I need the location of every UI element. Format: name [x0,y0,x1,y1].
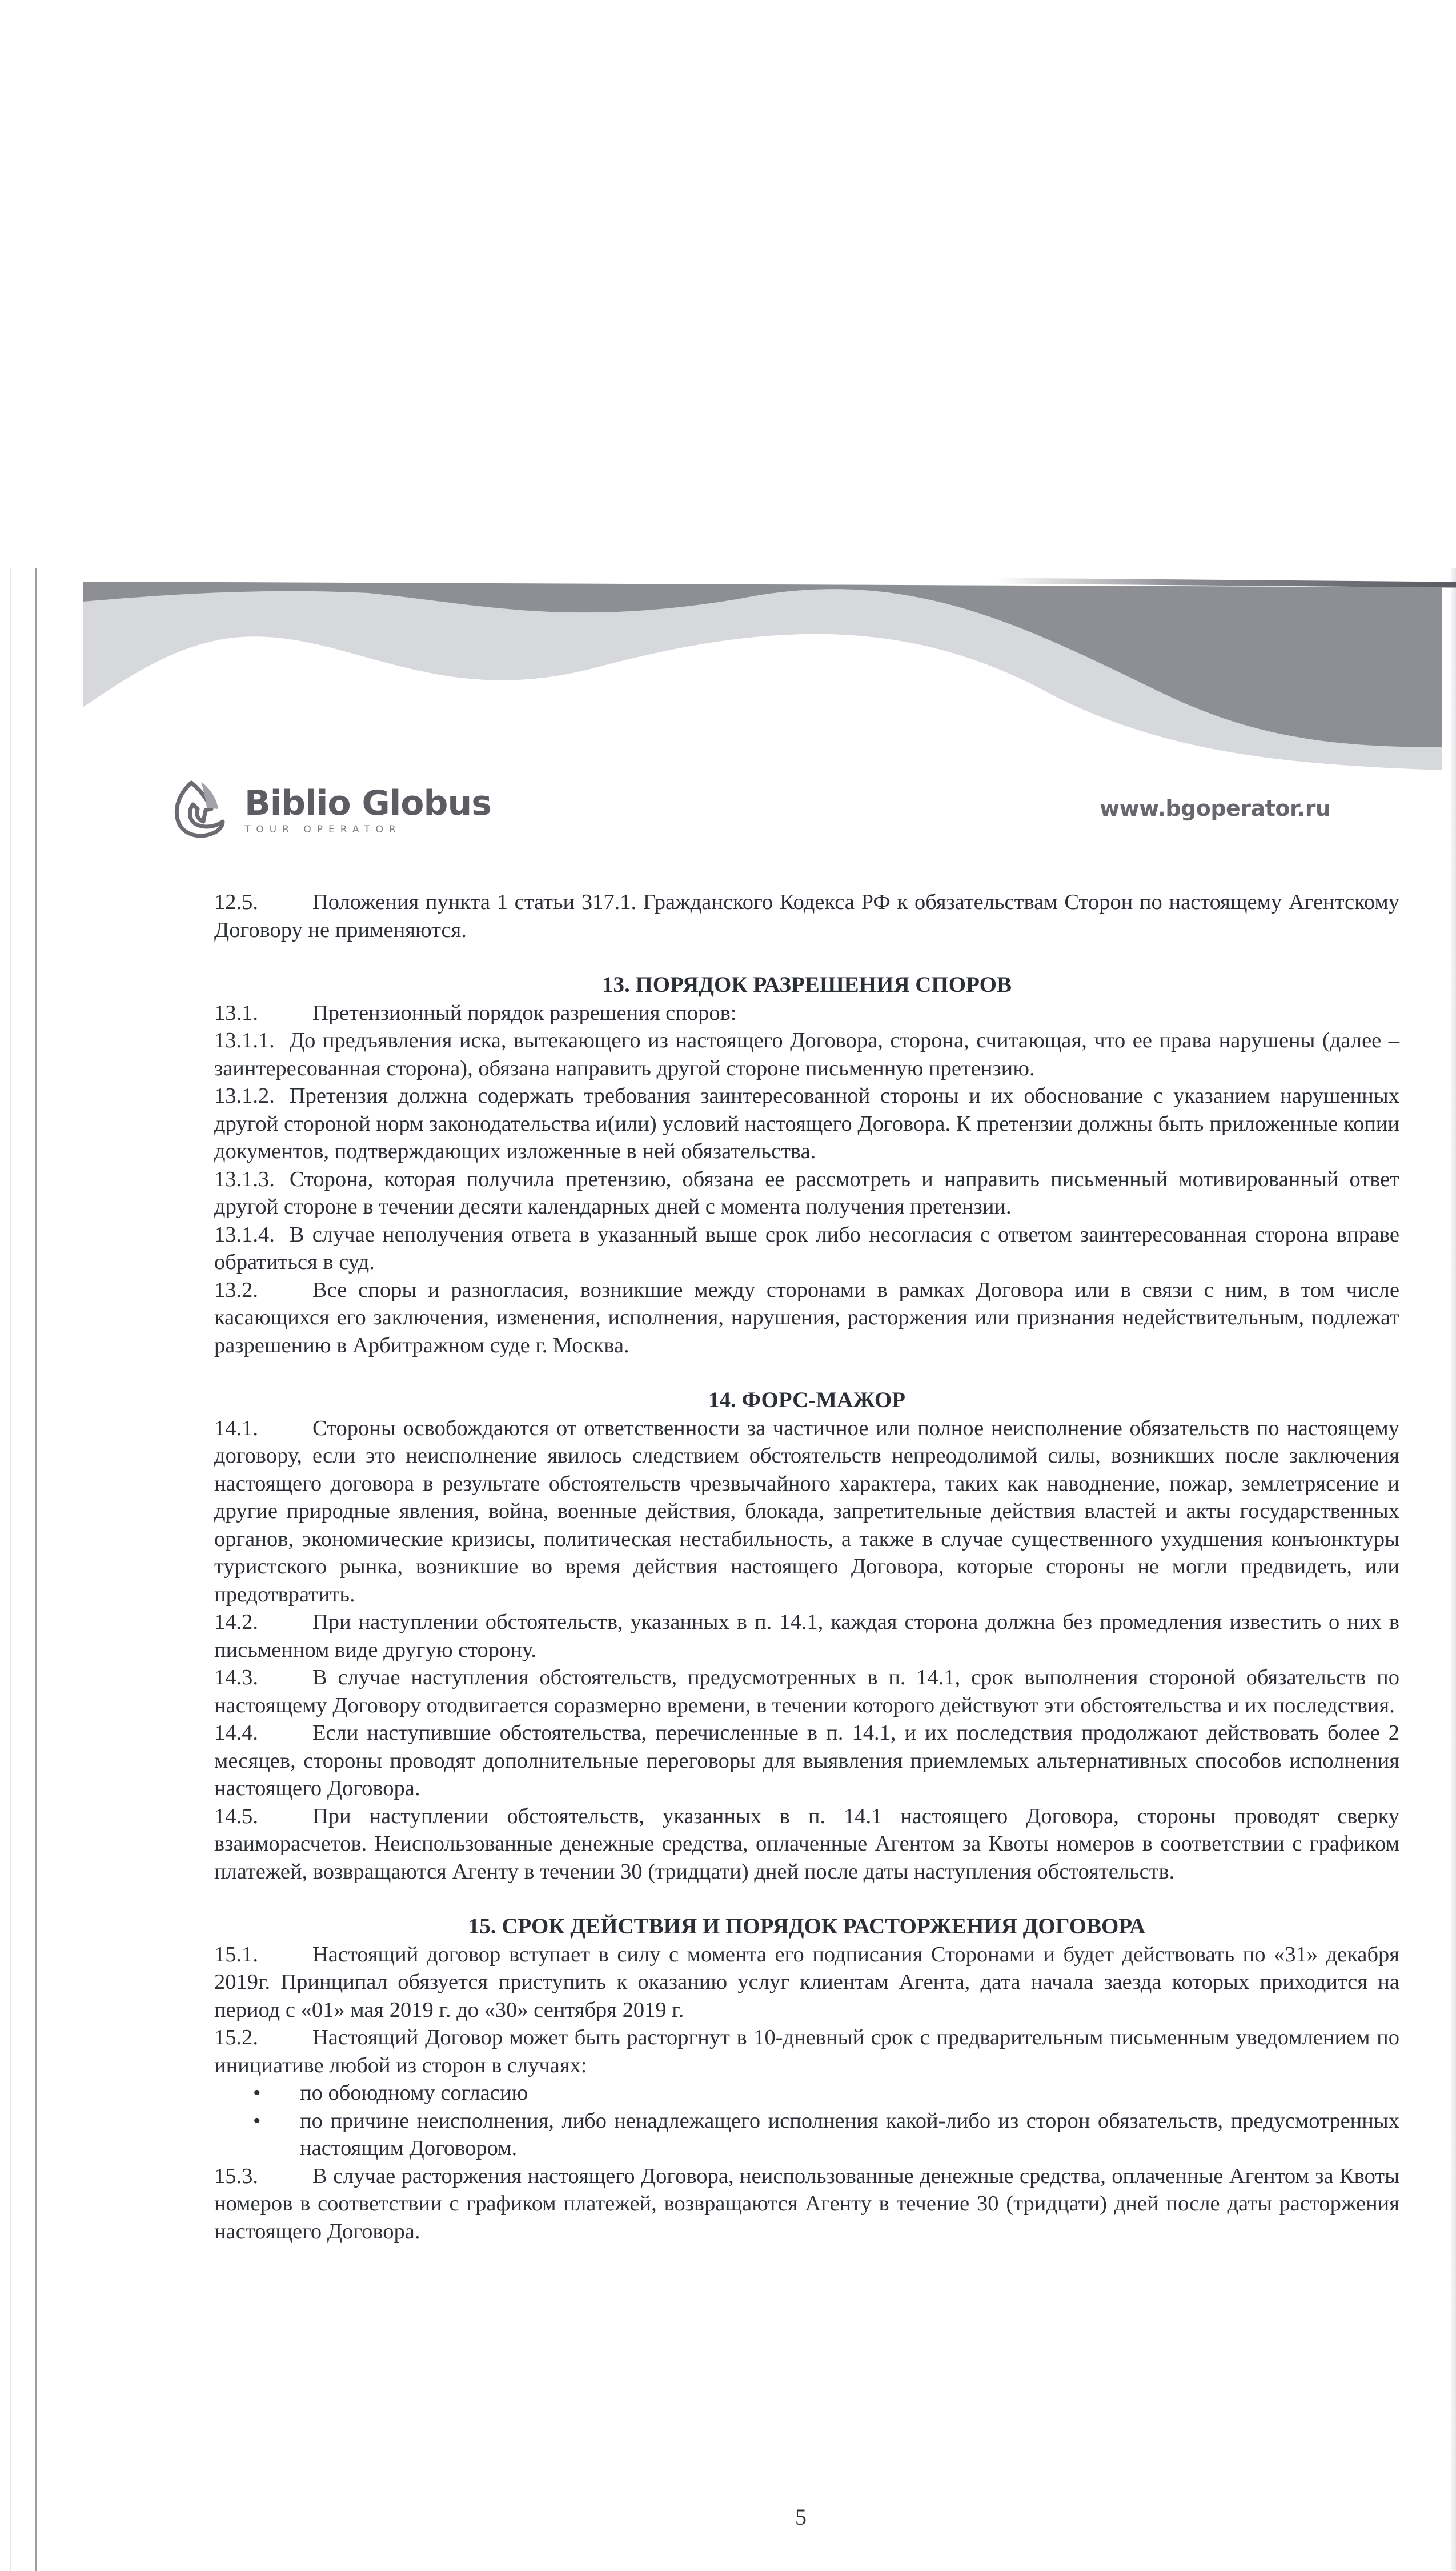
clause-number: 13.1.1. [214,1028,275,1052]
clause-14-1 [214,1415,1399,1609]
scan-edge [35,568,37,2571]
clause-text: Настоящий договор вступает в силу с момента его подписания Сторонами и будет действовать по «31» декабря 2019г. Принципал обязуется приступить к оказанию услуг клиентам Агента, дата начала заезда которых приходится на период с «01» мая 2019 г. до «30» сентября 2019 г. [214,1942,1399,2022]
termination-cases-list [214,2079,1399,2162]
clause-text: Стороны освобождаются от ответственности за частичное или полное неисполнение обязательств по настоящему договору, если это неисполнение явилось следствием обстоятельств непреодолимой силы, возникших после заключения настоящего договора в результате обстоятельств чрезвычайного характера, таких как наводнение, пожар, землетрясение и другие природные явления, война, военные действия, блокада, запретительные действия властей и акты государственных органов, экономические кризисы, политическая нестабильность, а также в случае существенного ухудшения конъюнктуры туристского рынка, возникшие во время действия настоящего Договора, которые стороны не могли предвидеть, или предотвратить. [214,1416,1399,1607]
clause-number: 14.3. [214,1665,258,1689]
clause-15-2 [214,2024,1399,2079]
clause-number: 13.1.2. [214,1084,275,1108]
brand-logo [166,776,491,844]
clause-text: Сторона, которая получила претензию, обязана ее рассмотреть и направить письменный мотивированный ответ другой стороне в течении десяти календарных дней с момента получения претензии. [214,1167,1399,1219]
clause-13-1-1 [214,1027,1399,1082]
list-item [253,2079,1399,2107]
clause-13-1-4 [214,1221,1399,1276]
brand-name: Biblio Globus [244,783,491,823]
section-13-title: 13. ПОРЯДОК РАЗРЕШЕНИЯ СПОРОВ [601,972,1012,997]
section-15-title: 15. СРОК ДЕЙСТВИЯ И ПОРЯДОК РАСТОРЖЕНИЯ ДОГОВОРА [468,1914,1146,1939]
clause-number: 13.1.3. [214,1167,275,1191]
clause-13-2 [214,1276,1399,1360]
clause-14-3 [214,1664,1399,1719]
document-body [214,888,1399,2245]
clause-14-2 [214,1608,1399,1664]
website-url: www.bgoperator.ru [1100,796,1331,821]
scan-edge [10,568,11,2571]
clause-13-1-2 [214,1082,1399,1166]
clause-15-1 [214,1941,1399,2024]
list-item-text: по обоюдному согласию [300,2081,528,2105]
bullet-icon: • [253,2081,261,2105]
clause-number: 15.1. [214,1942,258,1967]
clause-number: 14.1. [214,1416,258,1440]
brand-tagline: TOUR OPERATOR [244,824,402,835]
clause-number: 13.1.4. [214,1222,275,1247]
clause-number: 14.2. [214,1610,258,1634]
clause-number: 12.5. [214,890,258,914]
clause-number: 13.1. [214,1000,258,1025]
clause-number: 15.3. [214,2164,258,2188]
clause-15-3 [214,2162,1399,2246]
clause-number: 14.5. [214,1804,258,1828]
bullet-icon: • [253,2108,261,2133]
page-number: 5 [795,2504,807,2530]
clause-13-1-3 [214,1166,1399,1221]
clause-13-1 [214,999,1399,1027]
clause-number: 15.2. [214,2025,258,2049]
biblio-globus-logo-icon [166,776,234,844]
clause-text: В случае наступления обстоятельств, предусмотренных в п. 14.1, срок выполнения стороной обязательств по настоящему Договору отодвигается соразмерно времени, в течении которого действуют эти обстоятельства и их последствия. [214,1665,1399,1717]
list-item [253,2107,1399,2162]
clause-text: В случае неполучения ответа в указанный выше срок либо несогласия с ответом заинтересованная сторона вправе обратиться в суд. [214,1222,1399,1274]
clause-text: Положения пункта 1 статьи 317.1. Гражданского Кодекса РФ к обязательствам Сторон по настоящему Агентскому Договору не применяются. [214,890,1399,942]
clause-14-4 [214,1719,1399,1803]
clause-number: 13.2. [214,1278,258,1302]
clause-text: Если наступившие обстоятельства, перечисленные в п. 14.1, и их последствия продолжают действовать более 2 месяцев, стороны проводят дополнительные переговоры для выявления приемлемых альтернативных способов исполнения настоящего Договора. [214,1721,1399,1800]
header-wave-band [83,582,1442,770]
clause-text: Настоящий Договор может быть расторгнут в 10-дневный срок с предварительным письменным уведомлением по инициативе любой из сторон в случаях: [214,2025,1399,2077]
clause-14-5 [214,1803,1399,1886]
clause-12-5 [214,888,1399,944]
clause-text: До предъявления иска, вытекающего из настоящего Договора, сторона, считающая, что ее права нарушены (далее – заинтересованная сторона), обязана направить другой стороне письменную претензию. [214,1028,1399,1080]
scan-edge [1451,568,1456,2571]
clause-text: При наступлении обстоятельств, указанных в п. 14.1, каждая сторона должна без промедления известить о них в письменном виде другую сторону. [214,1610,1399,1662]
section-14-title: 14. ФОРС-МАЖОР [708,1388,905,1412]
list-item-text: по причине неисполнения, либо ненадлежащего исполнения какой-либо из сторон обязательств, предусмотренных настоящим Договором. [300,2108,1399,2160]
clause-number: 14.4. [214,1721,258,1745]
brand-text [244,785,491,835]
clause-text: Все споры и разногласия, возникшие между сторонами в рамках Договора или в связи с ним, в том числе касающихся его заключения, изменения, исполнения, нарушения, расторжения или признания недействительным, подлежат разрешению в Арбитражном суде г. Москва. [214,1278,1399,1357]
clause-text: При наступлении обстоятельств, указанных в п. 14.1 настоящего Договора, стороны проводят сверку взаиморасчетов. Неиспользованные денежные средства, оплаченные Агентом за Квоты номеров в соответствии с графиком платежей, возвращаются Агенту в течении 30 (тридцати) дней после даты наступления обстоятельств. [214,1804,1399,1884]
clause-text: Претензия должна содержать требования заинтересованной стороны и их обоснование с указанием нарушенных другой стороной норм законодательства и(или) условий настоящего Договора. К претензии должны быть приложенные копии документов, подтверждающих изложенные в ней обязательства. [214,1084,1399,1163]
clause-text: В случае расторжения настоящего Договора, неиспользованные денежные средства, оплаченные Агентом за Квоты номеров в соответствии с графиком платежей, возвращаются Агенту в течение 30 (тридцати) дней после даты расторжения настоящего Договора. [214,2164,1399,2244]
clause-text: Претензионный порядок разрешения споров: [312,1000,737,1025]
